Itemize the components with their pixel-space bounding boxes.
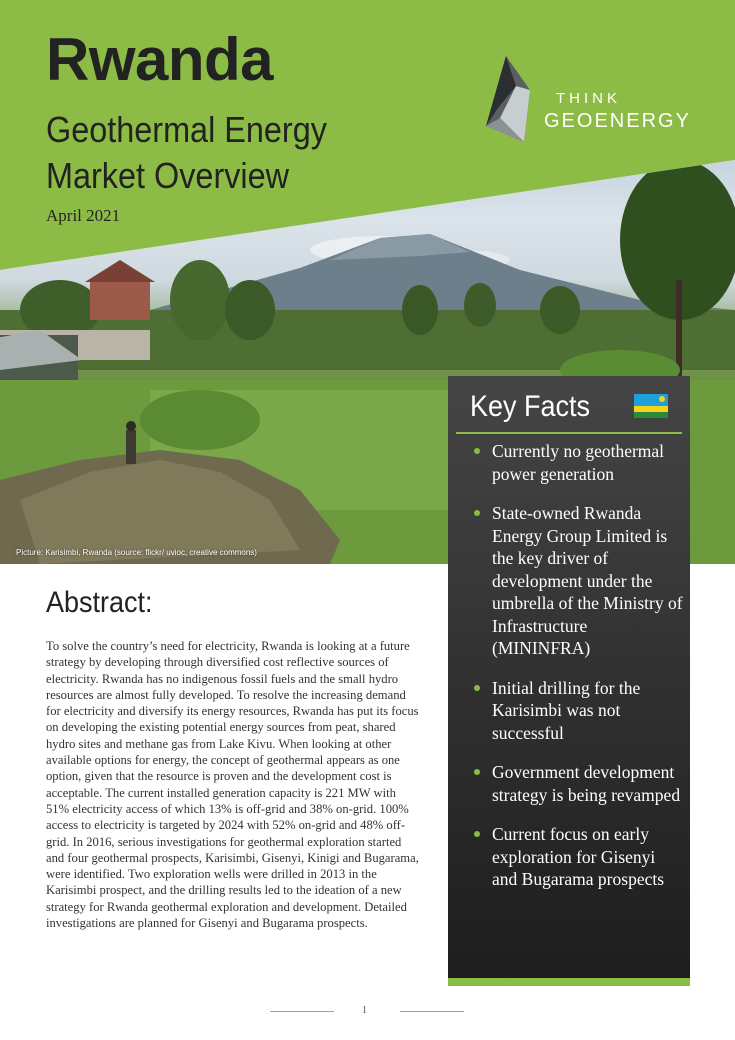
rwanda-flag-icon: [634, 394, 668, 418]
bullet-icon: [474, 510, 480, 516]
bullet-icon: [474, 831, 480, 837]
key-fact-item: Currently no geothermal power generation: [474, 440, 684, 485]
bullet-icon: [474, 448, 480, 454]
page-number: 1: [362, 1005, 367, 1016]
key-fact-item: State-owned Rwanda Energy Group Limited is the key driver of development under the umbrella of the Ministry of Infrastructure (MININFRA): [474, 502, 684, 660]
publication-date: April 2021: [46, 206, 121, 225]
key-fact-item: Government development strategy is being revamped: [474, 761, 684, 806]
key-facts-title: Key Facts: [470, 390, 591, 423]
footer-rule-right: [400, 1011, 464, 1012]
key-fact-item: Initial drilling for the Karisimbi was not successful: [474, 677, 684, 745]
key-fact-item: Current focus on early exploration for Gisenyi and Bugarama prospects: [474, 823, 684, 891]
key-facts-divider: [456, 432, 682, 434]
abstract-body: To solve the country’s need for electricity, Rwanda is looking at a future strategy by developing through diversified cost reflective sources of electricity. Rwanda has no indigenous fossil fuels and the small hydro resources are almost fully developed. To resolve the increasing demand for electricity and diversify its energy resources, Rwanda has put its focus on developing the existing potential energy sources from peat, shared hydro sites and methane gas from Lake Kivu. When looking at other available options for energy, the concept of geothermal appears as one option, given that the resource is proven and the development cost is acceptable. The current installed generation capacity is 221 MW with 51% electricity access of which 13% is off-grid and 38% on-grid. 100% access to electricity is targeted by 2024 with 52% on-grid and 48% off-grid. In 2016, serious investigations for geothermal exploration started and four geothermal prospects, Karisimbi, Gisenyi, Kinigi and Bugarama, were identified. Two exploration wells were drilled in 2013 in the Karisimbi prospect, and the drilling results led to the ideation of a new strategy for Rwanda geothermal exploration and development. Detailed investigations are planned for Gisenyi and Bugarama prospects.: [46, 639, 419, 931]
logo-word-think: THINK: [556, 90, 621, 107]
bullet-icon: [474, 769, 480, 775]
bullet-icon: [474, 685, 480, 691]
footer-rule-left: [270, 1011, 334, 1012]
key-facts-list: [474, 440, 684, 908]
key-facts-panel: [448, 376, 690, 984]
page-title: Rwanda: [46, 26, 274, 93]
key-facts-bottom-bar: [448, 978, 690, 986]
photo-caption: Picture: Karisimbi, Rwanda (source: flickr/ uvioc, creative commons): [16, 548, 257, 557]
subtitle-line-1: Geothermal Energy: [46, 109, 327, 150]
logo-word-geoenergy: GEOENERGY: [544, 110, 691, 132]
subtitle-line-2: Market Overview: [46, 155, 290, 196]
abstract-title: Abstract:: [46, 586, 153, 619]
